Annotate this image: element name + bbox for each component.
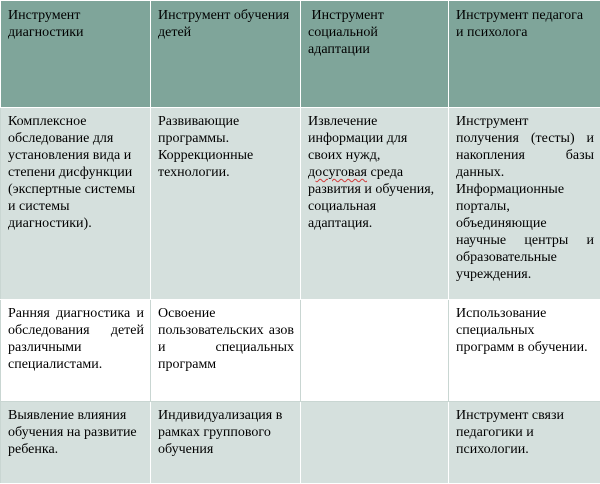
cell-teacher-psychologist: Использование специальных программ в обучении. [449,300,600,402]
cell-text: среда развития и обучения, социальная адаптация. [308,165,434,231]
cell-social-adaptation [301,108,449,300]
cell-diagnostics: Выявление влияния обучения на развитие ребенка. [1,402,151,484]
header-diagnostics: Инструмент диагностики [1,1,151,108]
cell-diagnostics: Ранняя диагностика и обследования детей различными специалистами. [1,300,151,402]
cell-social-adaptation [301,300,449,402]
cell-child-learning: Индивидуализация в рамках группового обучения [151,402,301,484]
header-teacher-psychologist: Инструмент педагога и психолога [449,1,600,108]
table-header [1,1,600,108]
table-row [1,108,600,300]
header-child-learning: Инструмент обучения детей [151,1,301,108]
spellcheck-word: досуговая [308,165,367,180]
cell-diagnostics: Комплексное обследование для установления вида и степени дисфункции (экспертные системы и системы диагностики). [1,108,151,300]
cell-text: Извлечение информации для своих нужд, [308,114,407,163]
cell-child-learning: Освоение пользовательских азов и специальных программ [151,300,301,402]
table-row [1,402,600,484]
cell-teacher-psychologist: Инструмент получения (тесты) и накопления базы данных. Информационные порталы, объединяющие научные центры и образовательные учреждения. [449,108,600,300]
header-social-adaptation: Инструмент социальной адаптации [301,1,449,108]
table-row [1,300,600,402]
table-body [1,108,600,484]
header-row [1,1,600,108]
cell-teacher-psychologist: Инструмент связи педагогики и психологии. [449,402,600,484]
cell-child-learning: Развивающие программы. Коррекционные технологии. [151,108,301,300]
cell-social-adaptation [301,402,449,484]
